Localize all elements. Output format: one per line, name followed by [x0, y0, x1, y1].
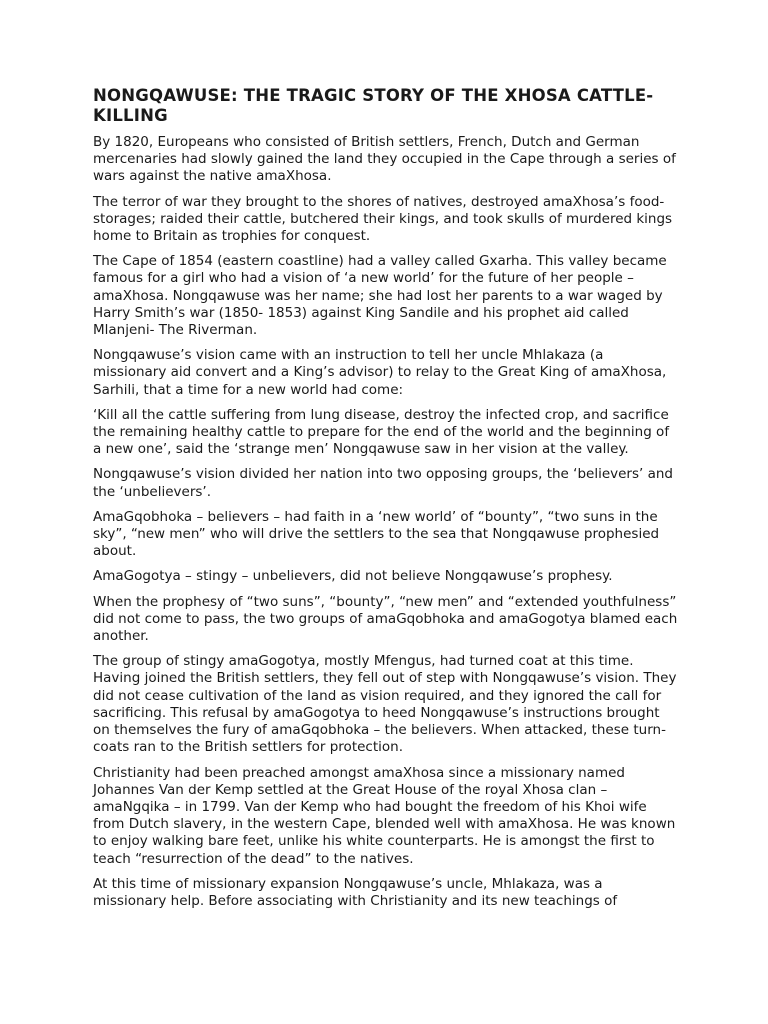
document-body — [93, 86, 678, 918]
paragraph: Christianity had been preached amongst amaXhosa since a missionary named Johannes Van der Kemp settled at the Great House of the royal Xhosa clan – amaNgqika – in 1799. Van der Kemp who had bought the freedom of his Khoi wife from Dutch slavery, in the western Cape, blended well with amaXhosa. He was known to enjoy walking bare feet, unlike his white counterparts. He is amongst the first to teach “resurrection of the dead” to the natives. — [93, 764, 676, 867]
paragraph: The group of stingy amaGogotya, mostly Mfengus, had turned coat at this time. Having joined the British settlers, they fell out of step with Nongqawuse’s vision. They did not cease cultivation of the land as vision required, and they ignored the call for sacrificing. This refusal by amaGogotya to heed Nongqawuse’s instructions brought on themselves the fury of amaGqobhoka – the believers. When attacked, these turn-coats ran to the British settlers for protection. — [93, 653, 677, 756]
paragraph: AmaGqobhoka – believers – had faith in a ‘new world’ of “bounty”, “two suns in the sky”, “new men” who will drive the settlers to the sea that Nongqawuse prophesied about. — [93, 508, 660, 560]
paragraph: Nongqawuse’s vision came with an instruction to tell her uncle Mhlakaza (a missionary aid convert and a King’s advisor) to relay to the Great King of amaXhosa, Sarhili, that a time for a new world had come: — [93, 347, 667, 398]
paragraph: ‘Kill all the cattle suffering from lung disease, destroy the infected crop, and sacrifice the remaining healthy cattle to prepare for the end of the world and the beginning of a new one’, said the ‘strange men’ Nongqawuse saw in her vision at the valley. — [93, 406, 670, 458]
paragraph: At this time of missionary expansion Nongqawuse’s uncle, Mhlakaza, was a missionary help. Before associating with Christianity and its new teachings of — [93, 875, 618, 909]
paragraph: Nongqawuse’s vision divided her nation into two opposing groups, the ‘believers’ and the ‘unbelievers’. — [93, 466, 673, 500]
paragraph: The terror of war they brought to the shores of natives, destroyed amaXhosa’s food-storages; raided their cattle, butchered their kings, and took skulls of murdered kings home to Britain as trophies for conquest. — [93, 193, 673, 245]
paragraph: By 1820, Europeans who consisted of British settlers, French, Dutch and German mercenaries had slowly gained the land they occupied in the Cape through a series of wars against the native amaXhosa. — [93, 134, 676, 185]
paragraph: AmaGogotya – stingy – unbelievers, did not believe Nongqawuse’s prophesy. — [93, 568, 613, 585]
paragraph: When the prophesy of “two suns”, “bounty”, “new men” and “extended youthfulness” did not come to pass, the two groups of amaGqobhoka and amaGogotya blamed each another. — [93, 593, 678, 645]
document-title: NONGQAWUSE: THE TRAGIC STORY OF THE XHOSA CATTLE-KILLING — [93, 86, 654, 125]
paragraph: The Cape of 1854 (eastern coastline) had a valley called Gxarha. This valley became famous for a girl who had a vision of ‘a new world’ for the future of her people – amaXhosa. Nongqawuse was her name; she had lost her parents to a war waged by Harry Smith’s war (1850- 1853) against King Sandile and his prophet aid called Mlanjeni- The Riverman. — [93, 253, 667, 339]
